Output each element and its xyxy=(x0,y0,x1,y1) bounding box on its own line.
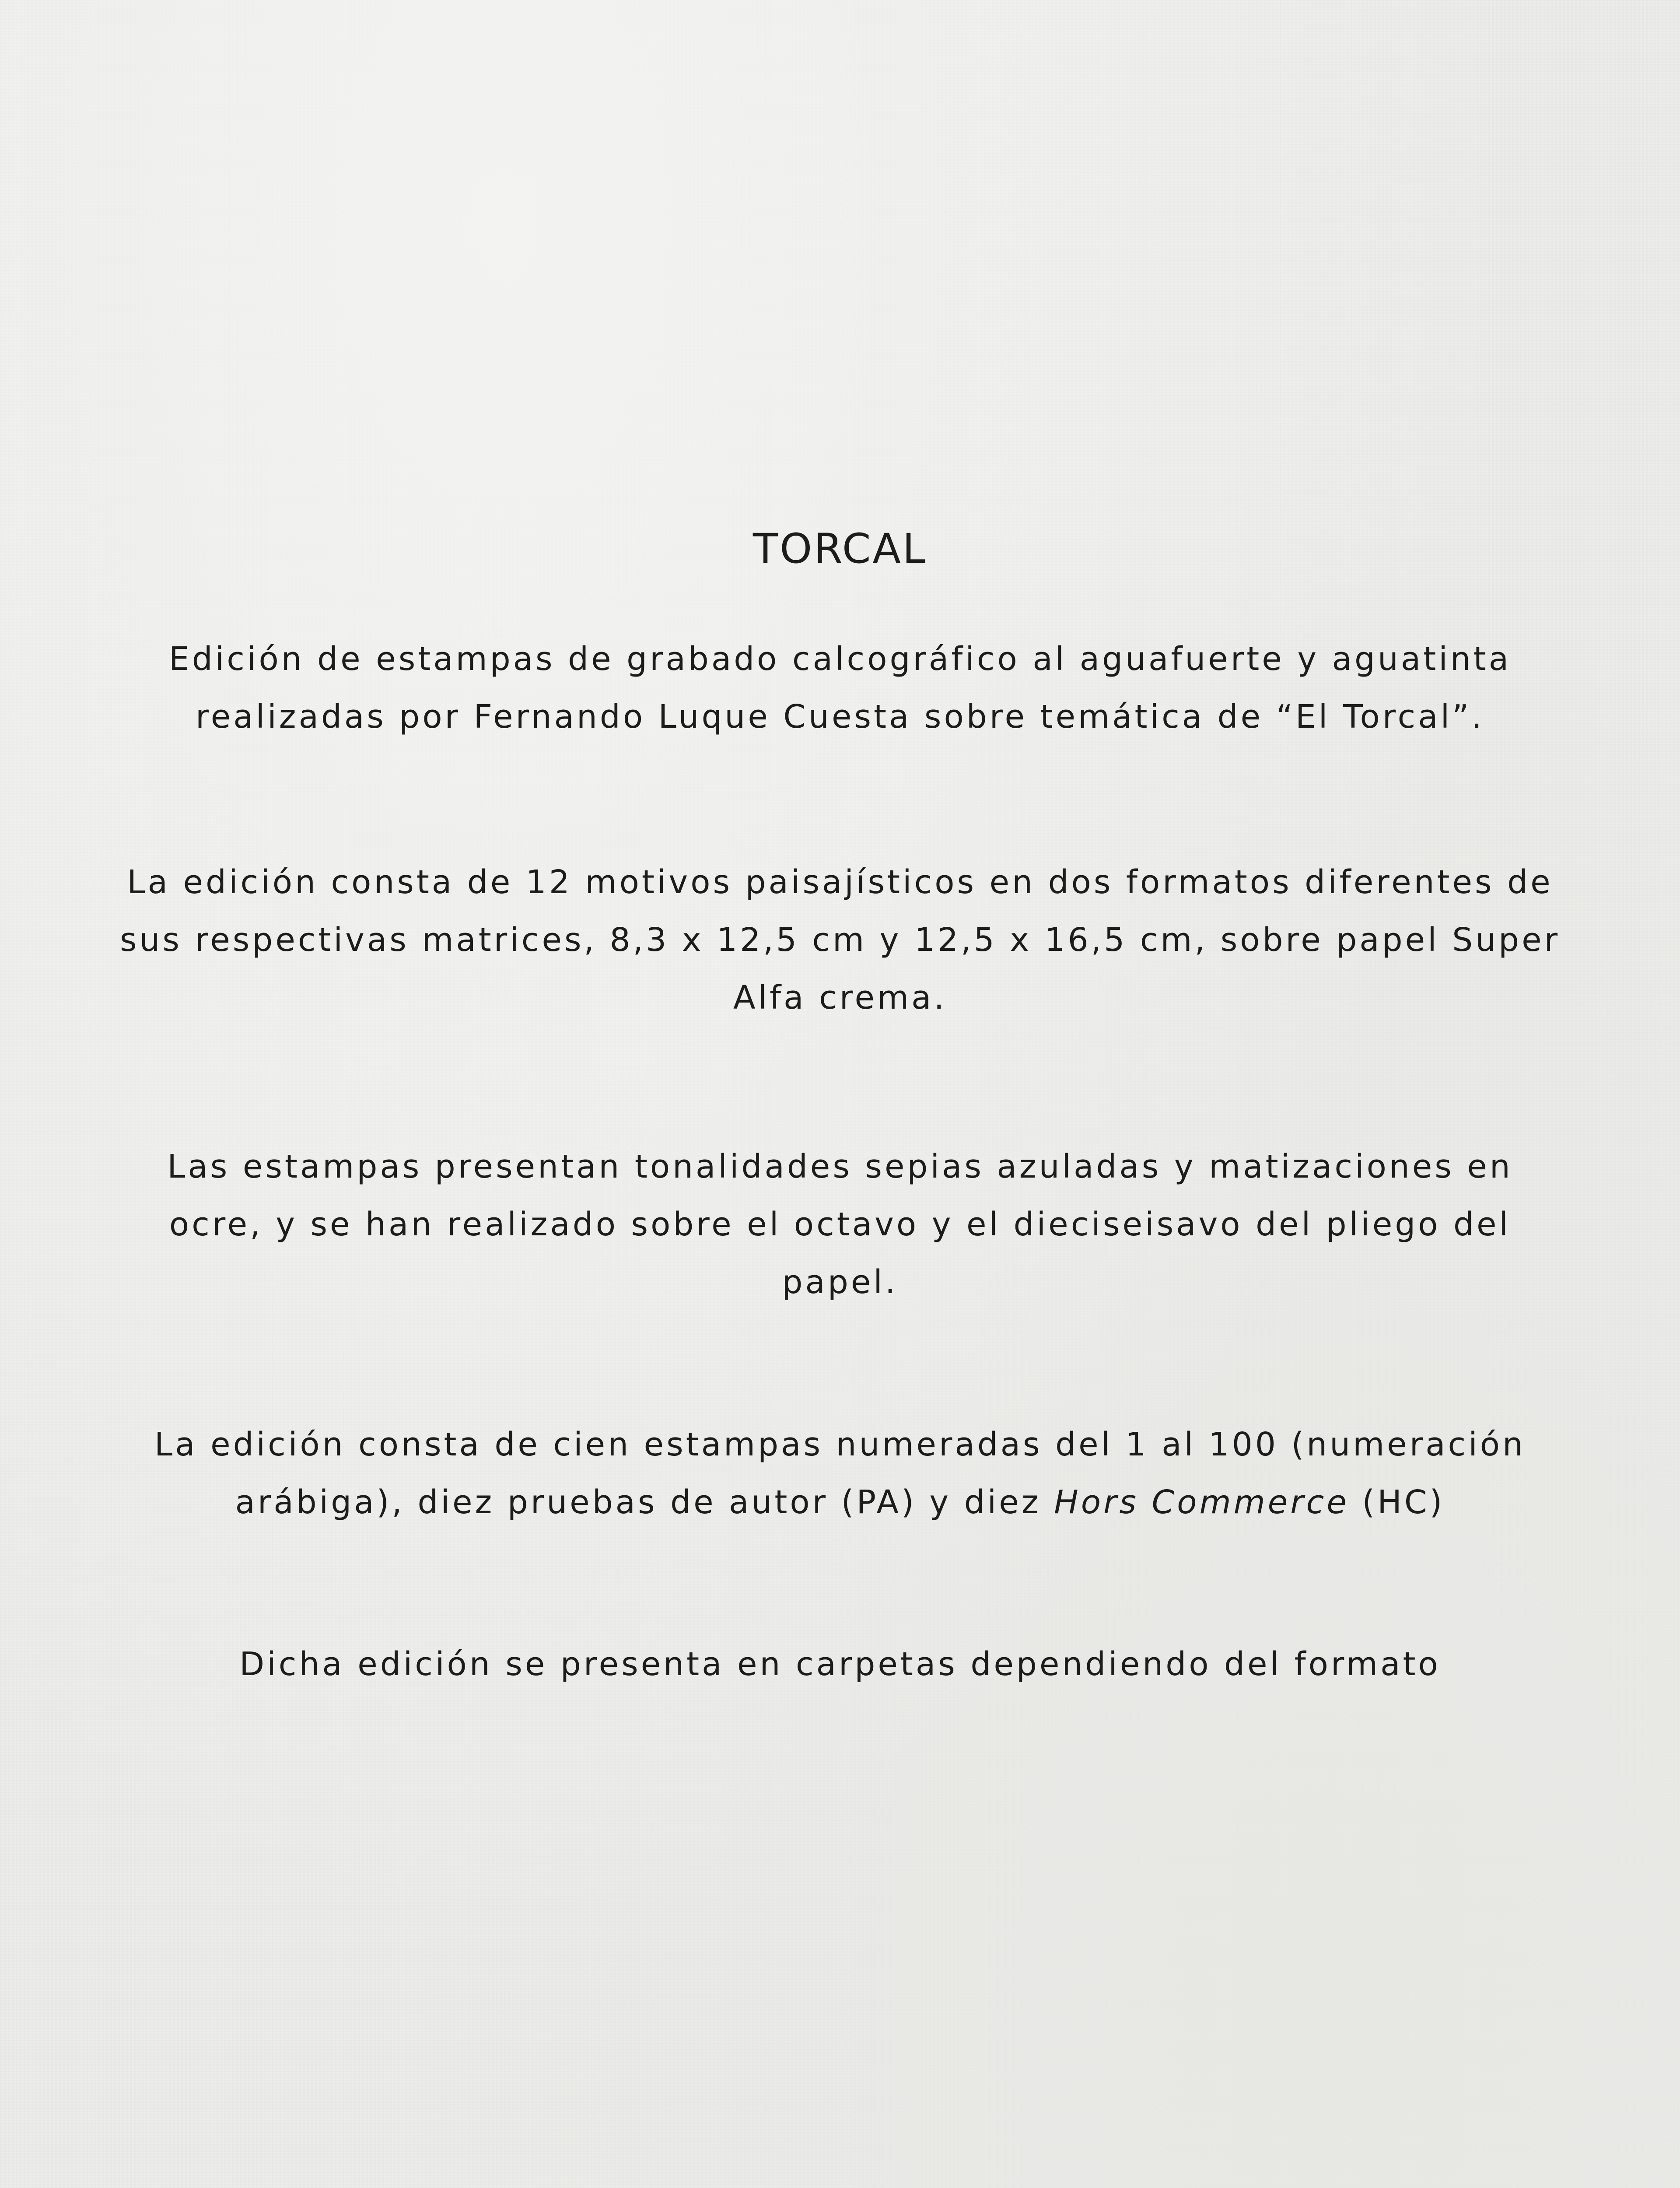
document-title: TORCAL xyxy=(752,525,928,573)
paragraph-numbering-line-2-end: (HC) xyxy=(1349,1483,1445,1521)
paragraph-tones-line-1: Las estampas presentan tonalidades sepias azuladas y matizaciones en xyxy=(167,1148,1513,1185)
paragraph-tones-line-3: papel. xyxy=(782,1263,898,1301)
hors-commerce-term: Hors Commerce xyxy=(1054,1483,1349,1521)
paragraph-numbering-line-2-start: arábiga), diez pruebas de autor (PA) y diez xyxy=(235,1483,1054,1521)
paragraph-presentation-line-1: Dicha edición se presenta en carpetas dependiendo del formato xyxy=(239,1645,1441,1683)
paragraph-numbering-line-1: La edición consta de cien estampas numeradas del 1 al 100 (numeración xyxy=(154,1426,1526,1463)
paragraph-intro-line-2: realizadas por Fernando Luque Cuesta sobre temática de “El Torcal”. xyxy=(195,698,1485,736)
paragraph-formats-line-3: Alfa crema. xyxy=(733,979,947,1017)
paragraph-numbering-line-2 xyxy=(0,1473,1680,1531)
paragraph-formats-line-1: La edición consta de 12 motivos paisajísticos en dos formatos diferentes de xyxy=(127,863,1553,901)
paragraph-intro-line-1: Edición de estampas de grabado calcográfico al aguafuerte y aguatinta xyxy=(168,640,1512,678)
paragraph-tones-line-2: ocre, y se han realizado sobre el octavo y el dieciseisavo del pliego del xyxy=(169,1206,1511,1243)
paragraph-intro xyxy=(0,630,1680,746)
paragraph-formats xyxy=(0,853,1680,1027)
paragraph-numbering xyxy=(0,1416,1680,1531)
paragraph-formats-line-2: sus respectivas matrices, 8,3 x 12,5 cm y 12,5 x 16,5 cm, sobre papel Super xyxy=(119,921,1561,959)
paragraph-tones xyxy=(0,1138,1680,1311)
paragraph-presentation xyxy=(0,1635,1680,1693)
